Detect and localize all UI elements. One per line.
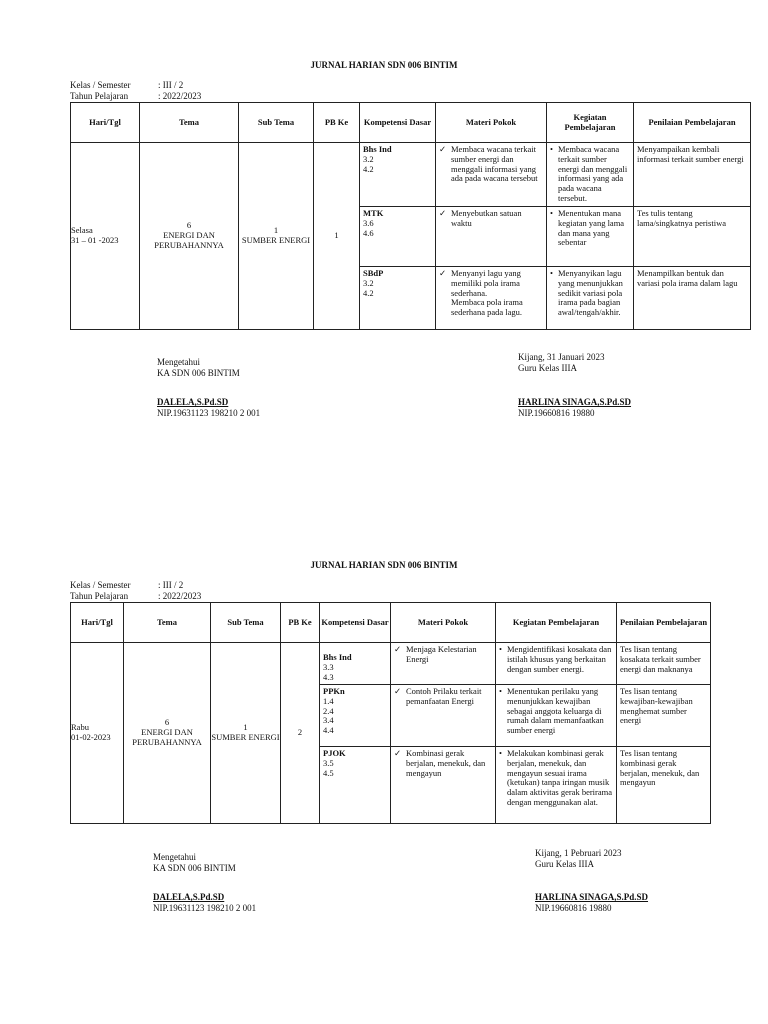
header-pb-ke: PB Ke [281, 603, 320, 643]
journal-title: JURNAL HARIAN SDN 006 BINTIM [310, 60, 458, 70]
teacher-signature [535, 848, 648, 914]
kegiatan-text: Membaca wacana terkait sumber energi dan menggali informasi yang ada pada wacana tersebut. [558, 144, 628, 203]
kd-row [360, 267, 435, 329]
school-year-label: Tahun Pelajaran [70, 591, 129, 601]
bullet-icon: • [499, 748, 502, 758]
day-date-cell [71, 643, 124, 824]
class-semester-label: Kelas / Semester [70, 580, 131, 590]
materi-column [391, 643, 496, 824]
class-semester-value: : III / 2 [158, 80, 184, 90]
materi-row [391, 747, 495, 823]
penilaian-row: Tes tulis tentang lama/singkatnya peristiwa [634, 207, 750, 267]
subtema-text: SUMBER ENERGI [211, 732, 280, 742]
kegiatan-text: Menentukan perilaku yang menunjukkan kewajiban sebagai anggota keluarga di rumah dalam memanfaatkan sumber energi [507, 686, 604, 736]
kegiatan-row [496, 685, 616, 747]
kegiatan-row [547, 143, 633, 207]
day-date-cell [71, 143, 140, 330]
header-materi-pokok: Materi Pokok [436, 103, 547, 143]
subtema-cell [211, 643, 281, 824]
kd-code: 3.5 [323, 757, 334, 768]
sig-line: KA SDN 006 BINTIM [153, 863, 236, 873]
penilaian-row: Menyampaikan kembali informasi terkait sumber energi [634, 143, 750, 207]
header-tema: Tema [124, 603, 211, 643]
check-icon: ✓ [394, 748, 402, 758]
penilaian-row: Tes lisan tentang kosakata terkait sumber energi dan maknanya [617, 643, 710, 685]
kd-code: 3.6 [363, 217, 374, 228]
bullet-icon: • [550, 144, 553, 154]
kd-code: 3.2 [363, 277, 374, 288]
check-icon: ✓ [439, 268, 447, 278]
kd-code: 4.4 [323, 725, 334, 736]
tema-number: 6 [186, 220, 192, 231]
penilaian-column [617, 643, 711, 824]
kegiatan-column [547, 143, 634, 330]
teacher-nip: NIP.19660816 19880 [535, 903, 612, 913]
subject: SBdP [363, 268, 384, 278]
header-penilaian: Penilaian Pembelajaran [617, 603, 711, 643]
materi-text: Menyanyi lagu yang memiliki pola irama sederhana. [451, 268, 521, 298]
subtema-text: SUMBER ENERGI [241, 235, 311, 245]
kd-code: 1.4 [323, 695, 334, 706]
header-penilaian: Penilaian Pembelajaran [634, 103, 751, 143]
kd-column [360, 143, 436, 330]
tema-text: ENERGI DAN PERUBAHANNYA [132, 727, 202, 747]
kd-code: 4.6 [363, 227, 374, 238]
kd-code: 3.2 [363, 153, 374, 164]
materi-row [436, 267, 546, 329]
kd-column [320, 643, 391, 824]
header-kegiatan: Kegiatan Pembelajaran [496, 603, 617, 643]
header-kompetensi-dasar: Kompetensi Dasar [360, 103, 436, 143]
kegiatan-text: Menyanyikan lagu yang menunjukkan sedikit variasi pola irama pada bagian awal/tengah/akhir. [558, 268, 623, 318]
check-icon: ✓ [439, 208, 447, 218]
principal-name: DALELA,S.Pd.SD [153, 892, 225, 902]
principal-nip: NIP.19631123 198210 2 001 [153, 903, 257, 913]
kegiatan-row [496, 747, 616, 823]
date: 31 – 01 -2023 [71, 235, 119, 245]
subject: PJOK [323, 748, 346, 758]
kegiatan-text: Melakukan kombinasi gerak berjalan, menekuk, dan mengayun sesuai irama (ketukan) tanpa iringan musik dalam aktivitas gerak berirama dengan menggunakan alat. [507, 748, 613, 807]
materi-row [391, 643, 495, 685]
kegiatan-row [547, 267, 633, 329]
kd-row [320, 747, 390, 823]
bullet-icon: • [550, 208, 553, 218]
kd-row [320, 685, 390, 747]
check-icon: ✓ [394, 644, 402, 654]
principal-nip: NIP.19631123 198210 2 001 [157, 408, 261, 418]
journal-2 [0, 500, 768, 1012]
sig-line: Kijang, 31 Januari 2023 [518, 352, 605, 362]
kegiatan-row [496, 643, 616, 685]
pb-cell: 2 [281, 643, 320, 824]
bullet-icon: • [499, 644, 502, 654]
materi-column [436, 143, 547, 330]
subtema-cell [239, 143, 314, 330]
kd-code: 4.2 [363, 163, 374, 174]
penilaian-row: Tes lisan tentang kewajiban-kewajiban menghemat sumber energi [617, 685, 710, 747]
subject: PPKn [323, 686, 345, 696]
teacher-name: HARLINA SINAGA,S.Pd.SD [518, 397, 632, 407]
materi-row [436, 143, 546, 207]
materi-row [391, 685, 495, 747]
header-materi-pokok: Materi Pokok [391, 603, 496, 643]
pb-cell: 1 [314, 143, 360, 330]
principal-name: DALELA,S.Pd.SD [157, 397, 229, 407]
principal-signature [157, 357, 260, 419]
class-semester-value: : III / 2 [158, 580, 184, 590]
subtema-number: 1 [273, 225, 279, 236]
subject: Bhs Ind [363, 144, 392, 154]
kd-code: 4.3 [323, 671, 334, 682]
kd-code: 4.2 [363, 287, 374, 298]
tema-cell [140, 143, 239, 330]
sig-line: Guru Kelas IIIA [518, 363, 577, 373]
journal-title: JURNAL HARIAN SDN 006 BINTIM [310, 560, 458, 570]
header-pb-ke: PB Ke [314, 103, 360, 143]
header-kompetensi-dasar: Kompetensi Dasar [320, 603, 391, 643]
kegiatan-row [547, 207, 633, 267]
materi-text: Menjaga Kelestarian Energi [406, 644, 477, 664]
header-hari-tgl: Hari/Tgl [71, 103, 140, 143]
teacher-signature [518, 352, 631, 419]
kd-code: 2.4 [323, 705, 334, 716]
penilaian-row: Menampilkan bentuk dan variasi pola irama dalam lagu [637, 268, 738, 288]
subject: MTK [363, 208, 384, 218]
kd-row [360, 143, 435, 207]
check-icon: ✓ [439, 144, 447, 154]
principal-signature [153, 852, 256, 914]
materi-text: Kombinasi gerak berjalan, menekuk, dan mengayun [406, 748, 486, 778]
kd-row [360, 207, 435, 267]
day: Rabu [71, 722, 89, 733]
materi-text: Contoh Prilaku terkait pemanfaatan Energi [406, 686, 482, 706]
teacher-name: HARLINA SINAGA,S.Pd.SD [535, 892, 649, 902]
bullet-icon: • [499, 686, 502, 696]
materi-text: Menyebutkan satuan waktu [451, 208, 522, 228]
kegiatan-column [496, 643, 617, 824]
penilaian-row: Tes lisan tentang kombinasi gerak berjalan, menekuk, dan mengayun [620, 748, 700, 788]
school-year-value: : 2022/2023 [158, 91, 202, 101]
class-info [70, 580, 201, 602]
date: 01-02-2023 [71, 732, 111, 742]
school-year-label: Tahun Pelajaran [70, 91, 129, 101]
kegiatan-text: Menentukan mana kegiatan yang lama dan mana yang sebentar [558, 208, 625, 248]
materi-text: Membaca wacana terkait sumber energi dan menggali informasi yang ada pada wacana tersebut [451, 144, 538, 184]
penilaian-column [634, 143, 751, 330]
sig-line: KA SDN 006 BINTIM [157, 368, 240, 378]
class-info [70, 80, 201, 102]
teacher-nip: NIP.19660816 19880 [518, 408, 595, 418]
subject: Bhs Ind [323, 652, 352, 662]
kd-code: 3.3 [323, 661, 334, 672]
bullet-icon: • [550, 268, 553, 278]
tema-text: ENERGI DAN PERUBAHANNYA [154, 230, 224, 250]
kd-code: 4.5 [323, 767, 334, 778]
header-sub-tema: Sub Tema [211, 603, 281, 643]
subtema-number: 1 [243, 722, 248, 733]
class-semester-label: Kelas / Semester [70, 80, 131, 90]
materi-row [436, 207, 546, 267]
kd-row [320, 643, 390, 685]
journal-table [70, 602, 711, 824]
tema-number: 6 [164, 717, 170, 728]
sig-line: Mengetahui [153, 852, 196, 862]
sig-line: Guru Kelas IIIA [535, 859, 594, 869]
school-year-value: : 2022/2023 [158, 591, 202, 601]
tema-cell [124, 643, 211, 824]
sig-line: Mengetahui [157, 357, 200, 367]
kegiatan-text: Mengidentifikasi kosakata dan istilah khusus yang berkaitan dengan sumber energi. [507, 644, 612, 674]
header-kegiatan: Kegiatan Pembelajaran [547, 103, 634, 143]
materi-text: Membaca pola irama sederhana pada lagu. [451, 297, 523, 318]
header-hari-tgl: Hari/Tgl [71, 603, 124, 643]
kd-code: 3.4 [323, 715, 334, 726]
header-sub-tema: Sub Tema [239, 103, 314, 143]
check-icon: ✓ [394, 686, 402, 696]
journal-table [70, 102, 751, 330]
day: Selasa [71, 225, 93, 236]
header-tema: Tema [140, 103, 239, 143]
sig-line: Kijang, 1 Pebruari 2023 [535, 848, 622, 858]
